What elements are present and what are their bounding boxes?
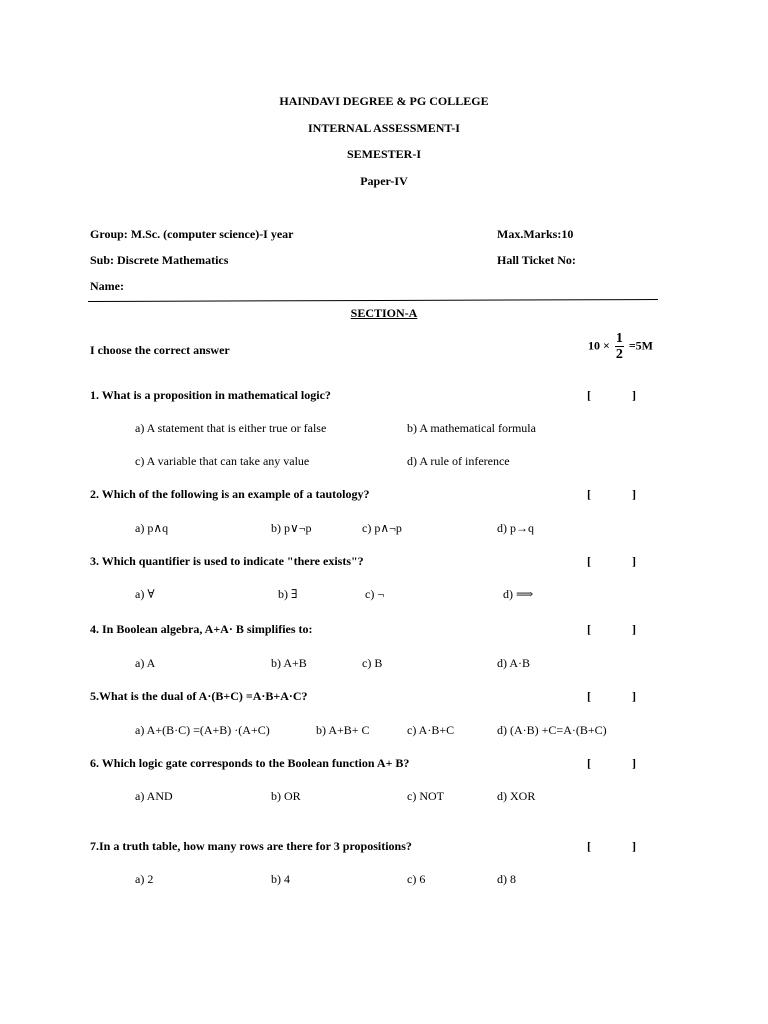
answer-bracket-open: [ <box>587 554 591 568</box>
question-5: 5.What is the dual of A·(B+C) =A·B+A·C? <box>90 689 308 703</box>
assessment-title: INTERNAL ASSESSMENT-I <box>308 121 460 135</box>
q4-option-c: c) B <box>362 656 383 670</box>
question-4: 4. In Boolean algebra, A+A· B simplifies to: <box>90 622 313 636</box>
answer-bracket-open: [ <box>587 839 591 853</box>
answer-bracket-open: [ <box>587 756 591 770</box>
marks-suffix: =5M <box>628 338 654 353</box>
answer-bracket-close: ] <box>632 622 636 636</box>
q5-option-c: c) A·B+C <box>407 723 455 737</box>
q2-option-b: b) p∨¬p <box>271 521 312 535</box>
q7-option-b: b) 4 <box>271 872 290 886</box>
name-label: Name: <box>90 279 124 293</box>
q6-option-a: a) AND <box>135 789 173 803</box>
q7-option-c: c) 6 <box>407 872 426 886</box>
q2-option-a: a) p∧q <box>135 521 169 535</box>
marks-prefix: 10 × <box>588 338 610 353</box>
section-marks <box>588 331 653 362</box>
q4-option-b: b) A+B <box>271 656 307 670</box>
q7-option-d: d) 8 <box>497 872 516 886</box>
q6-option-c: c) NOT <box>407 789 444 803</box>
q3-option-a: a) ∀ <box>135 587 155 601</box>
q1-option-a: a) A statement that is either true or false <box>135 421 327 435</box>
answer-bracket-close: ] <box>632 487 636 501</box>
section-title: SECTION-A <box>350 306 418 320</box>
answer-bracket-open: [ <box>587 487 591 501</box>
marks-fraction-numerator: 1 <box>615 331 623 346</box>
q3-option-d: d) ⟹ <box>503 587 534 601</box>
question-7: 7.In a truth table, how many rows are there for 3 propositions? <box>90 839 412 853</box>
q1-option-b: b) A mathematical formula <box>407 421 536 435</box>
hall-ticket-label: Hall Ticket No: <box>497 253 576 267</box>
marks-fraction <box>615 331 624 362</box>
q4-option-d: d) A·B <box>497 656 530 670</box>
answer-bracket-open: [ <box>587 388 591 402</box>
q5-option-b: b) A+B+ C <box>316 723 370 737</box>
subject-label: Sub: Discrete Mathematics <box>90 253 229 267</box>
college-name: HAINDAVI DEGREE & PG COLLEGE <box>279 94 489 108</box>
q3-option-b: b) ∃ <box>278 587 298 601</box>
answer-bracket-close: ] <box>632 554 636 568</box>
q5-option-a: a) A+(B·C) =(A+B) ·(A+C) <box>135 723 270 737</box>
divider-line <box>88 299 658 302</box>
answer-bracket-close: ] <box>632 388 636 402</box>
question-1: 1. What is a proposition in mathematical logic? <box>90 388 331 402</box>
q1-option-c: c) A variable that can take any value <box>135 454 310 468</box>
question-2: 2. Which of the following is an example of a tautology? <box>90 487 370 501</box>
question-3: 3. Which quantifier is used to indicate "there exists"? <box>90 554 364 568</box>
marks-fraction-denominator: 2 <box>615 347 623 362</box>
answer-bracket-open: [ <box>587 622 591 636</box>
answer-bracket-close: ] <box>632 756 636 770</box>
q5-option-d: d) (A·B) +C=A·(B+C) <box>497 723 607 737</box>
max-marks: Max.Marks:10 <box>497 227 574 241</box>
answer-bracket-close: ] <box>632 839 636 853</box>
q6-option-b: b) OR <box>271 789 301 803</box>
semester-title: SEMESTER-I <box>346 147 422 161</box>
q1-option-d: d) A rule of inference <box>407 454 510 468</box>
q6-option-d: d) XOR <box>497 789 536 803</box>
q2-option-d: d) p→q <box>497 521 534 535</box>
q2-option-c: c) p∧¬p <box>362 521 402 535</box>
answer-bracket-open: [ <box>587 689 591 703</box>
q7-option-a: a) 2 <box>135 872 154 886</box>
q3-option-c: c) ¬ <box>365 587 385 601</box>
section-instruction: I choose the correct answer <box>90 343 230 357</box>
question-6: 6. Which logic gate corresponds to the Boolean function A+ B? <box>90 756 410 770</box>
answer-bracket-close: ] <box>632 689 636 703</box>
group-label: Group: M.Sc. (computer science)-I year <box>90 227 294 241</box>
paper-title: Paper-IV <box>360 174 408 188</box>
q4-option-a: a) A <box>135 656 156 670</box>
